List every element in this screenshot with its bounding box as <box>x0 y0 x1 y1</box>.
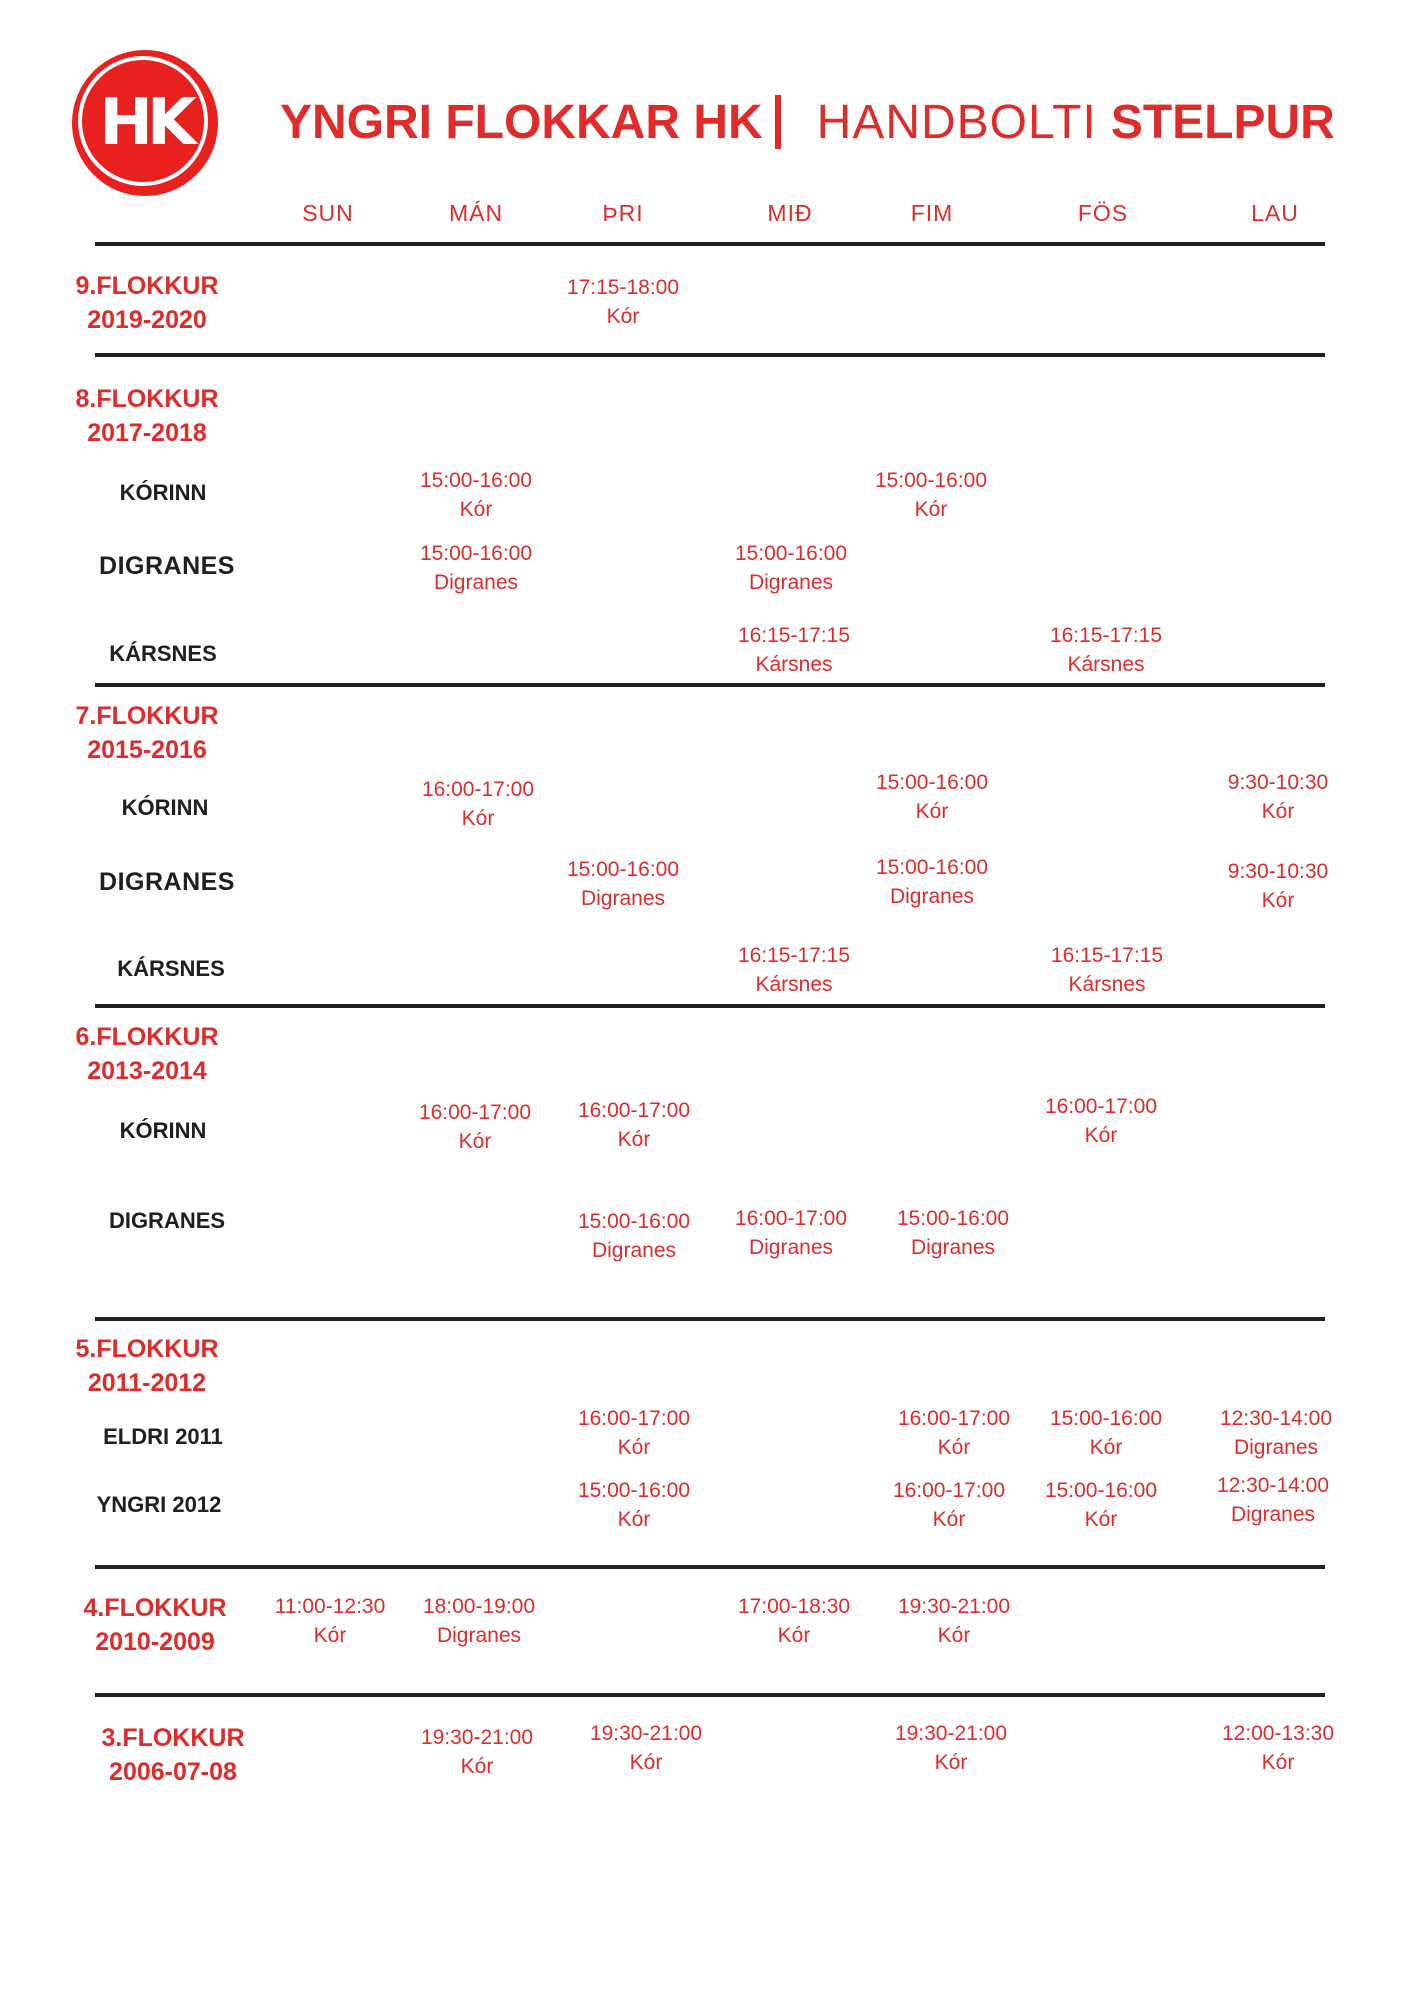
time-slot: 15:00-16:00 Digranes <box>734 542 848 595</box>
group-name: 3.FLOKKUR <box>101 1724 245 1752</box>
location-label: DIGRANES <box>99 552 235 580</box>
group-name: 9.FLOKKUR <box>75 272 219 300</box>
group-years: 2011-2012 <box>87 1368 207 1397</box>
group-years: 2019-2020 <box>87 305 207 334</box>
time-slot: 15:00-16:00 Digranes <box>875 856 989 909</box>
group-header <box>60 1592 250 1660</box>
time-slot: 19:30-21:00 Kór <box>894 1722 1008 1775</box>
age-group-label: ELDRI 2011 <box>103 1424 223 1449</box>
time-slot: 16:15-17:15 Kársnes <box>1050 944 1164 997</box>
time-slot: 12:30-14:00 Digranes <box>1216 1474 1330 1527</box>
group-name: 6.FLOKKUR <box>75 1023 219 1051</box>
row-divider <box>95 683 1325 687</box>
row-divider <box>95 1004 1325 1008</box>
page-title <box>280 92 1335 152</box>
time-slot: 16:15-17:15 Kársnes <box>737 944 851 997</box>
time-slot: 12:30-14:00 Digranes <box>1219 1407 1333 1460</box>
group-name: 5.FLOKKUR <box>75 1335 219 1363</box>
age-group-label: YNGRI 2012 <box>96 1492 222 1517</box>
time-slot: 19:30-21:00 Kór <box>897 1595 1011 1648</box>
time-slot: 15:00-16:00 Kór <box>577 1479 691 1532</box>
time-slot: 16:15-17:15 Kársnes <box>1049 624 1163 677</box>
title-main: YNGRI FLOKKAR HK <box>280 95 763 149</box>
group-years: 2013-2014 <box>87 1056 207 1085</box>
row-divider <box>95 353 1325 357</box>
time-slot: 16:00-17:00 Kór <box>892 1479 1006 1532</box>
group-name: 4.FLOKKUR <box>83 1594 227 1622</box>
time-slot: 11:00-12:30 Kór <box>274 1595 386 1648</box>
time-slot: 16:00-17:00 Kór <box>418 1101 532 1154</box>
location-label: KÁRSNES <box>117 956 225 981</box>
group-header <box>52 383 242 451</box>
group-header <box>78 1722 268 1790</box>
title-divider <box>775 95 781 149</box>
group-name: 7.FLOKKUR <box>75 702 219 730</box>
group-header <box>52 270 242 338</box>
time-slot: 16:00-17:00 Kór <box>1044 1095 1158 1148</box>
time-slot: 15:00-16:00 Digranes <box>577 1210 691 1263</box>
time-slot: 15:00-16:00 Digranes <box>896 1207 1010 1260</box>
time-slot: 18:00-19:00 Digranes <box>422 1595 536 1648</box>
group-years: 2006-07-08 <box>109 1757 237 1786</box>
hk-logo-text: HK <box>99 86 191 160</box>
row-divider <box>95 1565 1325 1569</box>
location-label: DIGRANES <box>108 1208 226 1233</box>
time-slot: 16:00-17:00 Digranes <box>734 1207 848 1260</box>
time-slot: 16:15-17:15 Kársnes <box>737 624 851 677</box>
time-slot: 15:00-16:00 Kór <box>419 469 533 522</box>
time-slot: 19:30-21:00 Kór <box>420 1726 534 1779</box>
time-slot: 15:00-16:00 Kór <box>1049 1407 1163 1460</box>
time-slot: 16:00-17:00 Kór <box>577 1099 691 1152</box>
day-header-man: MÁN <box>448 200 504 226</box>
row-divider <box>95 1317 1325 1321</box>
day-header-fos: FÖS <box>1077 200 1129 226</box>
title-sport: HANDBOLTI <box>816 95 1097 149</box>
time-slot: 15:00-16:00 Kór <box>875 771 989 824</box>
day-header-fim: FIM <box>910 200 954 226</box>
group-header <box>52 1021 242 1089</box>
time-slot: 16:00-17:00 Kór <box>421 778 535 831</box>
group-name: 8.FLOKKUR <box>75 385 219 413</box>
time-slot: 17:15-18:00 Kór <box>566 276 680 329</box>
time-slot: 17:00-18:30 Kór <box>737 1595 851 1648</box>
group-years: 2017-2018 <box>87 418 207 447</box>
location-label: DIGRANES <box>99 868 235 896</box>
time-slot: 15:00-16:00 Digranes <box>566 858 680 911</box>
time-slot: 9:30-10:30 Kór <box>1227 771 1329 824</box>
time-slot: 19:30-21:00 Kór <box>589 1722 703 1775</box>
group-years: 2015-2016 <box>87 735 207 764</box>
group-header <box>52 1333 242 1401</box>
location-label: KÁRSNES <box>109 641 217 666</box>
time-slot: 12:00-13:30 Kór <box>1221 1722 1335 1775</box>
group-header <box>52 700 242 768</box>
row-divider <box>95 242 1325 246</box>
title-gender: STELPUR <box>1110 95 1335 149</box>
time-slot: 16:00-17:00 Kór <box>897 1407 1011 1460</box>
location-label: KÓRINN <box>119 1118 207 1143</box>
time-slot: 9:30-10:30 Kór <box>1227 860 1329 913</box>
time-slot: 15:00-16:00 Kór <box>1044 1479 1158 1532</box>
time-slot: 15:00-16:00 Kór <box>874 469 988 522</box>
group-years: 2010-2009 <box>95 1627 215 1656</box>
time-slot: 16:00-17:00 Kór <box>577 1407 691 1460</box>
day-header-sun: SUN <box>302 200 354 226</box>
location-label: KÓRINN <box>121 795 209 820</box>
location-label: KÓRINN <box>119 480 207 505</box>
time-slot: 15:00-16:00 Digranes <box>419 542 533 595</box>
row-divider <box>95 1693 1325 1697</box>
day-header-thri: ÞRI <box>602 200 644 226</box>
day-header-mid: MIÐ <box>767 200 813 226</box>
day-header-lau: LAU <box>1251 200 1299 226</box>
